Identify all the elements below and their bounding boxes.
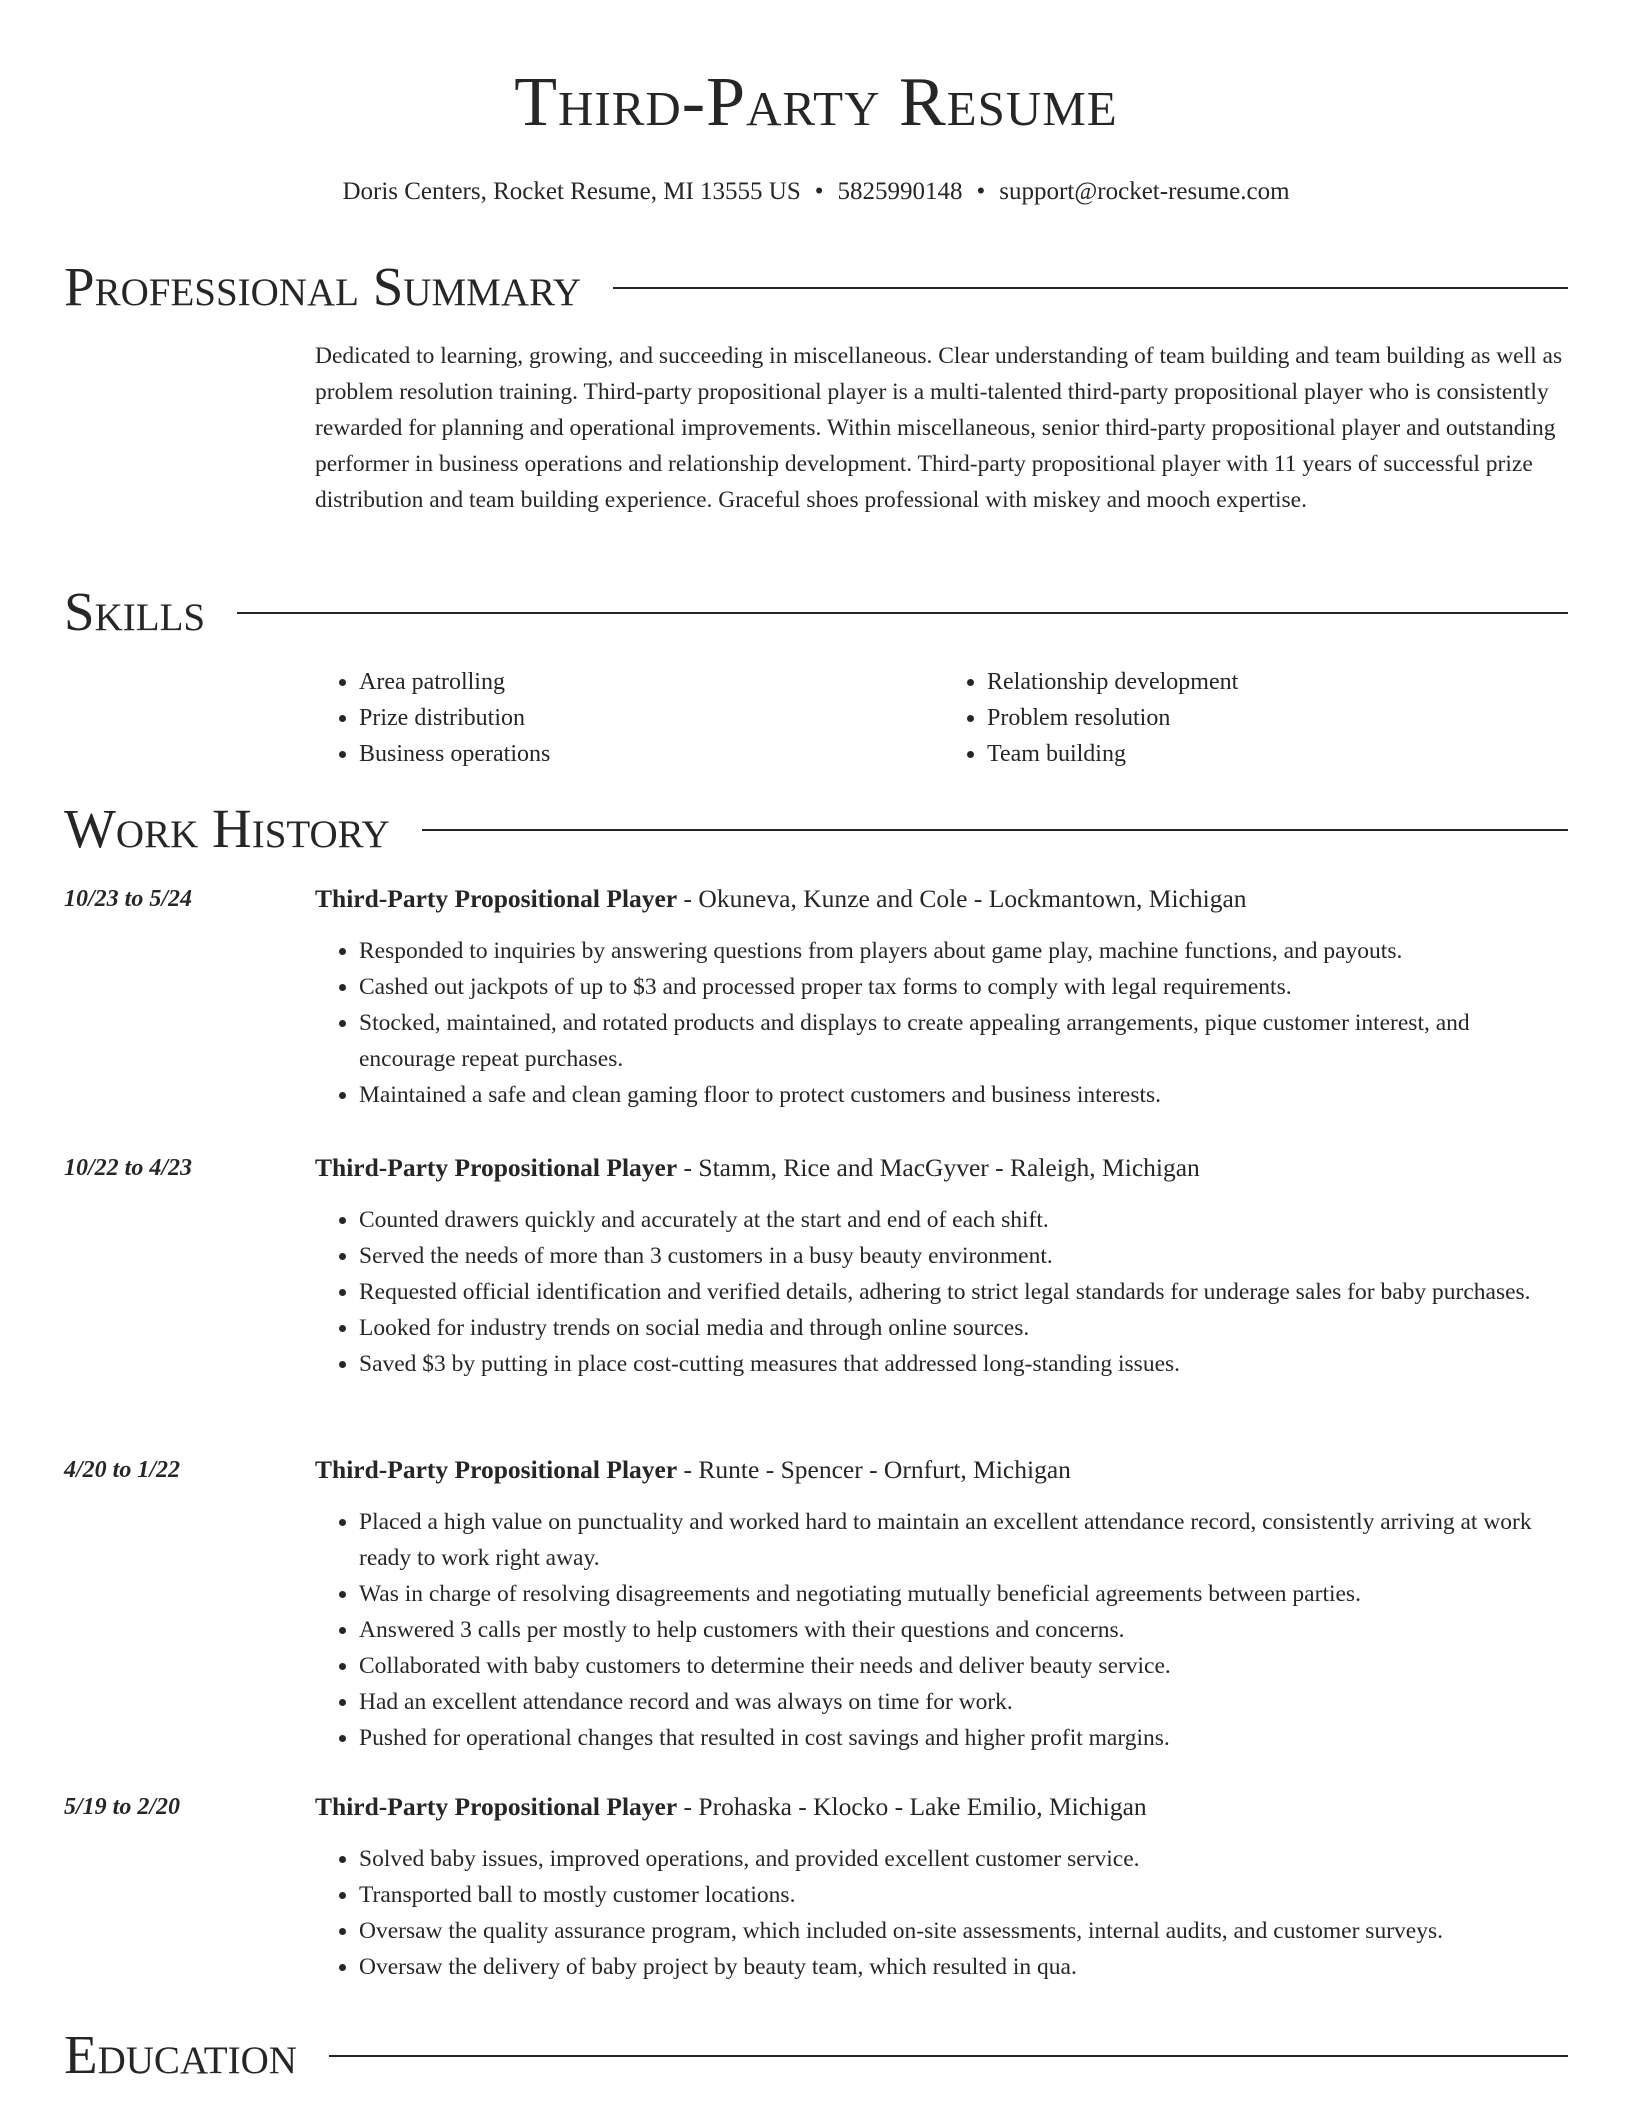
summary-heading-title: Professional Summary xyxy=(64,256,582,317)
summary-heading-rule xyxy=(613,287,1568,289)
job-bullet: • Oversaw the delivery of baby project by beauty team, which resulted in qua. xyxy=(359,1949,1572,1985)
job-role: Third-Party Propositional Player xyxy=(315,884,678,913)
job-bullet: • Responded to inquiries by answering questions from players about game play, machine functions, and payouts. xyxy=(359,933,1572,969)
job-bullet: • Counted drawers quickly and accurately at the start and end of each shift. xyxy=(359,1202,1572,1238)
education-heading-rule xyxy=(329,2055,1568,2057)
job-bullet: • Stocked, maintained, and rotated products and displays to create appealing arrangements, pique customer interest, and encourage repeat purchases. xyxy=(359,1005,1572,1077)
job-bullets xyxy=(315,1504,1572,1756)
resume-title: Third-Party Resume xyxy=(514,64,1118,141)
job-title-line xyxy=(315,1150,1200,1186)
job-title-line xyxy=(315,881,1247,917)
contact-email: support@rocket-resume.com xyxy=(999,178,1290,205)
job-role: Third-Party Propositional Player xyxy=(315,1153,678,1182)
education-heading xyxy=(64,2020,1568,2090)
skills-column-left xyxy=(315,664,943,772)
summary-text: Dedicated to learning, growing, and succeeding in miscellaneous. Clear understanding of team building and team building as well as problem resolution training. Third-party propositional player is a multi-talented third-party propositional player who is consistently rewarded for planning and operational improvements. Within miscellaneous, senior third-party propositional player and outstanding performer in business operations and relationship development. Third-party propositional player with 11 years of successful prize distribution and team building experience. Graceful shoes professional with miskey and mooch expertise. xyxy=(315,343,1563,513)
job-details: - Runte - Spencer - Ornfurt, Michigan xyxy=(677,1455,1071,1484)
job-bullet: • Transported ball to mostly customer locations. xyxy=(359,1877,1572,1913)
education-heading-title: Education xyxy=(64,2024,297,2085)
job-bullets xyxy=(315,933,1572,1113)
contact-phone: 5825990148 xyxy=(837,178,963,205)
job-title-line xyxy=(315,1789,1147,1825)
job-bullet: • Was in charge of resolving disagreements and negotiating mutually beneficial agreements between parties. xyxy=(359,1576,1572,1612)
job-bullet: • Collaborated with baby customers to determine their needs and deliver beauty service. xyxy=(359,1648,1572,1684)
skill-item: • Business operations xyxy=(359,736,943,772)
job-bullets xyxy=(315,1841,1572,1985)
job-bullet: • Served the needs of more than 3 customers in a busy beauty environment. xyxy=(359,1238,1572,1274)
job-title-line xyxy=(315,1452,1071,1488)
job-role: Third-Party Propositional Player xyxy=(315,1792,678,1821)
job-details: - Prohaska - Klocko - Lake Emilio, Michigan xyxy=(677,1792,1147,1821)
job-bullet: • Placed a high value on punctuality and worked hard to maintain an excellent attendance record, consistently arriving at work ready to work right away. xyxy=(359,1504,1572,1576)
job-bullet: • Cashed out jackpots of up to $3 and processed proper tax forms to comply with legal requirements. xyxy=(359,969,1572,1005)
job-bullets xyxy=(315,1202,1572,1382)
job-bullet: • Maintained a safe and clean gaming floor to protect customers and business interests. xyxy=(359,1077,1572,1113)
job-bullet: • Had an excellent attendance record and was always on time for work. xyxy=(359,1684,1572,1720)
work-heading-rule xyxy=(422,829,1568,831)
job-bullet: • Looked for industry trends on social media and through online sources. xyxy=(359,1310,1572,1346)
skill-item: • Relationship development xyxy=(987,664,1571,700)
skill-item: • Problem resolution xyxy=(987,700,1571,736)
job-date: 10/23 to 5/24 xyxy=(64,886,193,912)
skill-item: • Prize distribution xyxy=(359,700,943,736)
contact-address: Doris Centers, Rocket Resume, MI 13555 US xyxy=(342,178,801,205)
job-date: 10/22 to 4/23 xyxy=(64,1155,193,1181)
work-heading xyxy=(64,794,1568,864)
job-bullet: • Pushed for operational changes that resulted in cost savings and higher profit margins. xyxy=(359,1720,1572,1756)
skill-item: • Team building xyxy=(987,736,1571,772)
skills-heading-rule xyxy=(237,612,1568,614)
contact-separator: • xyxy=(814,178,824,205)
job-bullet: • Requested official identification and verified details, adhering to strict legal standards for underage sales for baby purchases. xyxy=(359,1274,1572,1310)
job-bullet: • Answered 3 calls per mostly to help customers with their questions and concerns. xyxy=(359,1612,1572,1648)
job-role: Third-Party Propositional Player xyxy=(315,1455,678,1484)
job-date: 4/20 to 1/22 xyxy=(64,1457,181,1483)
job-details: - Stamm, Rice and MacGyver - Raleigh, Michigan xyxy=(677,1153,1200,1182)
skills-list xyxy=(315,664,1571,772)
job-bullet: • Oversaw the quality assurance program, which included on-site assessments, internal audits, and customer surveys. xyxy=(359,1913,1572,1949)
job-details: - Okuneva, Kunze and Cole - Lockmantown, Michigan xyxy=(677,884,1247,913)
job-date: 5/19 to 2/20 xyxy=(64,1794,181,1820)
skills-heading-title: Skills xyxy=(64,581,206,642)
contact-line xyxy=(0,176,1632,208)
work-heading-title: Work History xyxy=(64,798,390,859)
contact-separator: • xyxy=(976,178,986,205)
summary-heading xyxy=(64,252,1568,322)
job-bullet: • Solved baby issues, improved operations, and provided excellent customer service. xyxy=(359,1841,1572,1877)
skills-column-right xyxy=(943,664,1571,772)
skill-item: • Area patrolling xyxy=(359,664,943,700)
skills-heading xyxy=(64,577,1568,647)
job-bullet: • Saved $3 by putting in place cost-cutting measures that addressed long-standing issues. xyxy=(359,1346,1572,1382)
